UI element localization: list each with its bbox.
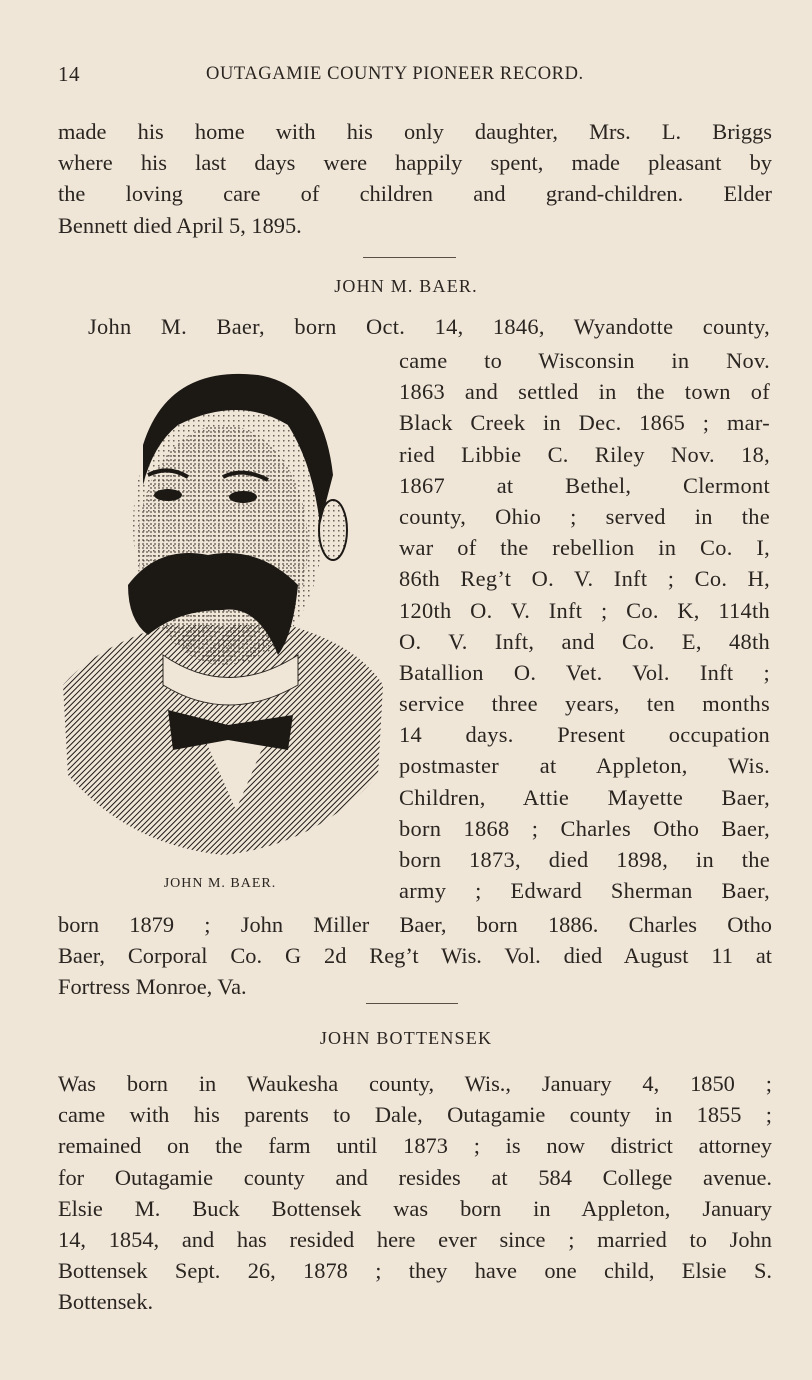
text-line: Fortress Monroe, Va. [58,974,247,1000]
text-line: O. V. Inft, and Co. E, 48th [399,628,770,654]
text-line: Children, Attie Mayette Baer, [399,784,770,810]
text-line: war of the rebellion in Co. I, [399,535,770,561]
portrait-image [58,355,388,865]
baer-first-line: John M. Baer, born Oct. 14, 1846, Wyandotte county, [88,314,770,339]
text-line: Batallion O. Vet. Vol. Inft ; [399,659,770,685]
text-line: came with his parents to Dale, Outagamie county in 1855 ; [58,1102,772,1128]
text-line: army ; Edward Sherman Baer, [399,878,770,904]
text-line: the loving care of children and grand-children. Elder [58,181,772,207]
text-line: Bottensek Sept. 26, 1878 ; they have one child, Elsie S. [58,1258,772,1284]
section-heading-baer: JOHN M. BAER. [334,276,478,296]
text-line: service three years, ten months [399,691,770,717]
portrait-engraving-icon [58,355,388,865]
intro-paragraph [58,116,772,241]
text-line: 1863 and settled in the town of [399,379,770,405]
running-title: OUTAGAMIE COUNTY PIONEER RECORD. [206,64,584,84]
running-header [58,60,772,90]
text-line: Bottensek. [58,1289,154,1315]
text-line: made his home with his only daughter, Mrs. L. Briggs [58,119,772,144]
section-divider [363,257,456,258]
text-line: came to Wisconsin in Nov. [399,348,770,373]
text-line: born 1879 ; John Miller Baer, born 1886. Charles Otho [58,912,772,937]
portrait-caption: JOHN M. BAER. [163,876,277,891]
section-heading-bottensek: JOHN BOTTENSEK [319,1028,493,1048]
text-line: for Outagamie county and resides at 584 College avenue. [58,1164,772,1190]
text-line: born 1873, died 1898, in the [399,847,770,872]
baer-tail-text [58,909,772,1003]
text-line: ried Libbie C. Riley Nov. 18, [399,441,770,467]
text-line: 86th Reg’t O. V. Inft ; Co. H, [399,566,770,592]
text-line: born 1868 ; Charles Otho Baer, [399,815,770,841]
text-line: Elsie M. Buck Bottensek was born in Appleton, January [58,1195,772,1221]
text-line: where his last days were happily spent, made pleasant by [58,150,772,176]
text-line: 14, 1854, and has resided here ever since ; married to John [58,1226,772,1252]
bottensek-paragraph [58,1068,772,1318]
section-divider [366,1003,458,1004]
page-number: 14 [58,62,80,86]
text-line: 14 days. Present occupation [399,722,770,748]
text-line: postmaster at Appleton, Wis. [399,753,770,779]
text-line: 120th O. V. Inft ; Co. K, 114th [399,597,770,623]
text-line: remained on the farm until 1873 ; is now district attorney [58,1133,772,1159]
text-line: Was born in Waukesha county, Wis., January 4, 1850 ; [58,1071,772,1096]
text-line: Baer, Corporal Co. G 2d Reg’t Wis. Vol. died August 11 at [58,943,772,969]
baer-wrapped-text [399,345,770,906]
text-line: 1867 at Bethel, Clermont [399,472,770,498]
text-line: Black Creek in Dec. 1865 ; mar- [399,410,770,436]
text-line: Bennett died April 5, 1895. [58,212,302,238]
text-line: county, Ohio ; served in the [399,503,770,529]
